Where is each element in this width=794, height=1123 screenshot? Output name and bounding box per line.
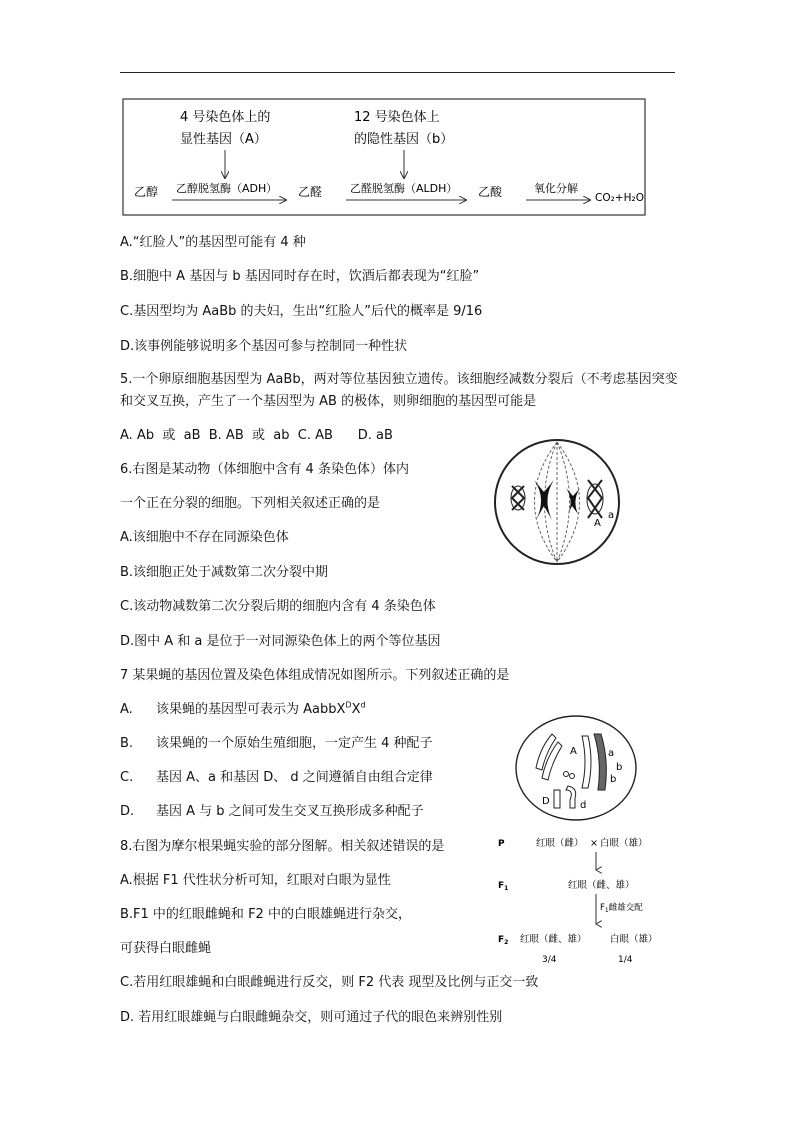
dividing-cell-figure	[492, 436, 622, 568]
chromosome-pair-2	[536, 734, 562, 780]
sex-chromosomes	[554, 786, 576, 808]
f1-phenotype: 红眼（雌、雄）	[568, 880, 635, 891]
fruit-fly-chromosome-figure	[512, 712, 642, 824]
gene1-label-line1: 4 号染色体上的	[180, 110, 271, 125]
q8-option-b-line2: 可获得白眼雌蝇	[120, 941, 212, 956]
q4-option-a: A.“红脸人”的基因型可能有 4 种	[120, 235, 306, 250]
q4-option-b: B.细胞中 A 基因与 b 基因同时存在时，饮酒后都表现为“红脸”	[120, 269, 480, 284]
q7-option-a-text: 该果蝇的基因型可表示为 AabbX	[156, 702, 346, 717]
p-cross-symbol: ×	[590, 838, 598, 849]
q6-option-d: D.图中 A 和 a 是位于一对同源染色体上的两个等位基因	[120, 634, 441, 649]
q7-option-c-text: 基因 A、a 和基因 D、 d 之间遵循自由组合定律	[156, 770, 433, 785]
generation-f1: $F_1$	[498, 881, 509, 892]
gene-label-D: D	[542, 796, 550, 807]
product-co2-h2o: CO₂+H₂O	[595, 192, 644, 204]
q5-stem: 5.一个卵原细胞基因型为 AaBb，两对等位基因独立遗传。该细胞经减数分裂后（不考虑基因突变和交叉互换，产生了一个基因型为 AB 的极体，则卵细胞的基因型可能是	[120, 372, 678, 409]
q7-option-a-mid: X	[351, 702, 361, 717]
q7-option-d	[120, 803, 424, 821]
q4-option-d: D.该事例能够说明多个基因可参与控制同一种性状	[120, 339, 408, 354]
q6-option-b: B.该细胞正处于减数第二次分裂中期	[120, 565, 329, 580]
q6-stem-line2: 一个正在分裂的细胞。下列相关叙述正确的是	[120, 496, 381, 511]
f2-ratio-red: 3/4	[542, 955, 557, 965]
generation-f2: $F_2$	[498, 935, 509, 946]
q7-option-b-label: B.	[120, 736, 134, 751]
gene-label-A: A	[594, 518, 601, 529]
gene-label-A: A	[570, 746, 577, 757]
gene-label-a: a	[608, 510, 615, 521]
q7-option-a	[120, 701, 366, 719]
chromosome-2	[534, 480, 554, 520]
gene-label-d: d	[580, 800, 587, 811]
q8-option-a: A.根据 F1 代性状分析可知，红眼对白眼为显性	[120, 873, 391, 888]
substrate-acetic-acid: 乙酸	[478, 185, 503, 199]
q8-option-b-line1: B.F1 中的红眼雌蝇和 F2 中的白眼雄蝇进行杂交，	[120, 907, 411, 922]
f2-ratio-white: 1/4	[618, 955, 633, 965]
enzyme-aldh: 乙醛脱氢酶（ALDH）	[350, 182, 458, 195]
q8-option-d: D. 若用红眼雄蝇与白眼雌蝇杂交，则可通过子代的眼色来辨别性别	[120, 1010, 503, 1025]
q8-stem: 8.右图为摩尔根果蝇实验的部分图解。相关叙述错误的是	[120, 839, 445, 854]
generation-p: P	[498, 839, 505, 849]
alcohol-metabolism-figure	[122, 98, 646, 216]
gene-label-a: a	[608, 748, 615, 759]
q6-option-c: C.该动物减数第二次分裂后期的细胞内含有 4 条染色体	[120, 599, 436, 614]
q7-option-d-label: D.	[120, 804, 135, 819]
chromosome-3	[566, 488, 580, 514]
q7-stem: 7 某果蝇的基因位置及染色体组成情况如图所示。下列叙述正确的是	[120, 668, 510, 683]
f2-white-eye: 白眼（雄）	[610, 934, 658, 945]
q6-stem-line1: 6.右图是某动物（体细胞中含有 4 条染色体）体内	[120, 462, 409, 477]
q7-option-d-text: 基因 A 与 b 之间可发生交叉互换形成多种配子	[156, 804, 424, 819]
q7-option-c-label: C.	[120, 770, 134, 785]
substrate-acetaldehyde: 乙醛	[298, 185, 323, 199]
q6-option-a: A.该细胞中不存在同源染色体	[120, 530, 289, 545]
p-female-red: 红眼（雌）	[536, 838, 584, 849]
substrate-ethanol: 乙醇	[134, 185, 159, 199]
q5-options: A. Ab 或 aB B. AB 或 ab C. AB D. aB	[120, 428, 393, 443]
gene2-label-line1: 12 号染色体上	[354, 110, 440, 125]
q4-option-c: C.基因型均为 AaBb 的夫妇，生出“红脸人”后代的概率是 9/16	[120, 304, 483, 319]
q7-option-c	[120, 769, 433, 787]
chromosome-1	[511, 486, 525, 510]
gene-label-b-1: b	[616, 762, 623, 773]
q7-option-a-label: A.	[120, 702, 133, 717]
gene1-label-line2: 显性基因（A）	[180, 132, 267, 147]
p-male-white: 白眼（雄）	[600, 838, 648, 849]
f1-mating-label: $F_1$雌雄交配	[600, 903, 643, 914]
gene2-label-line2: 的隐性基因（b）	[354, 132, 454, 147]
q7-option-a-sup2: d	[360, 700, 366, 710]
step-oxidation: 氧化分解	[534, 182, 578, 195]
small-chromosomes	[564, 772, 575, 779]
f2-red-eye: 红眼（雌、雄）	[520, 934, 587, 945]
q7-option-a-sup1: D	[345, 700, 352, 710]
header-rule	[120, 72, 675, 73]
morgan-cross-diagram	[494, 832, 674, 968]
chromosome-4	[587, 480, 603, 518]
gene-label-b-2: b	[610, 774, 617, 785]
chromosome-pair-with-A-b	[582, 734, 606, 790]
enzyme-adh: 乙醇脱氢酶（ADH）	[176, 182, 278, 195]
q7-option-b-text: 该果蝇的一个原始生殖细胞，一定产生 4 种配子	[156, 736, 433, 751]
q7-option-b	[120, 735, 433, 753]
q8-option-c: C.若用红眼雄蝇和白眼雌蝇进行反交，则 F2 代表 现型及比例与正交一致	[120, 975, 539, 990]
